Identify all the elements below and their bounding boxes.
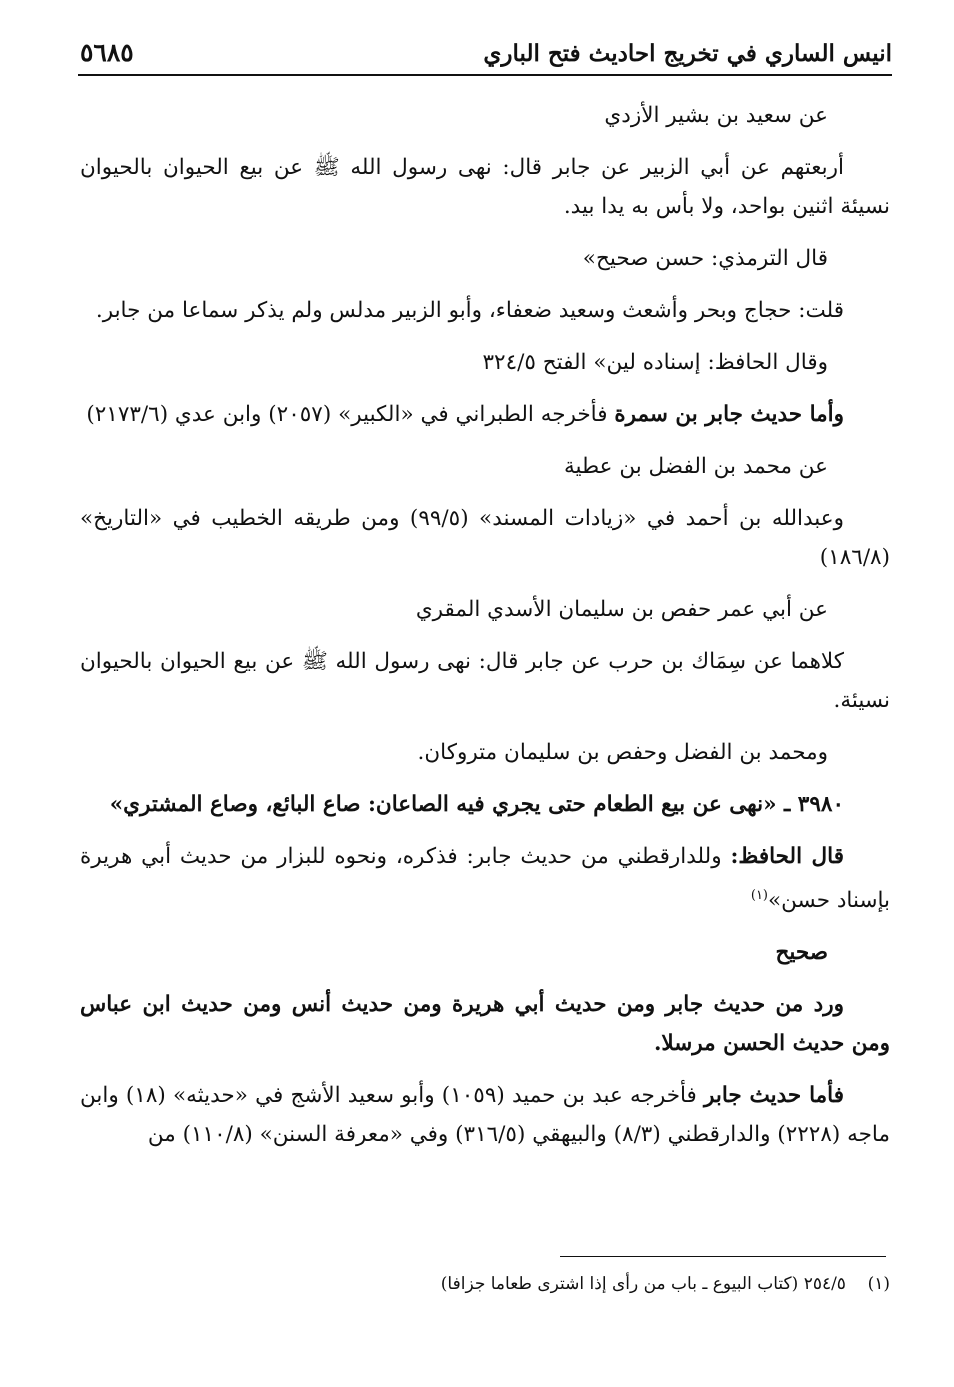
book-title: انيس الساري في تخريج احاديث فتح الباري xyxy=(483,40,892,67)
footnote xyxy=(80,1270,890,1298)
hafiz-lead: قال الحافظ: xyxy=(730,844,844,869)
paragraph: كلاهما عن سِمَاك بن حرب عن جابر قال: نهى رسول الله ﷺ عن بيع الحيوان بالحيوان نسيئة. xyxy=(80,649,890,713)
paragraph-lead: وأما حديث جابر بن سمرة xyxy=(614,402,844,427)
paragraph-text: فأخرجه عبد بن حميد (١٠٥٩) وأبو سعيد الأشج في «حديثه» (١٨) وابن ماجه (٢٢٢٨) والدارقطني (٨/٣) والبيهقي (٣١٦/٥) وفي «معرفة السنن» (١١٠/٨) من xyxy=(80,1083,890,1148)
page-header xyxy=(78,38,892,76)
paragraph: أربعتهم عن أبي الزبير عن جابر قال: نهى رسول الله ﷺ عن بيع الحيوان بالحيوان نسيئة اثنين بواحد، ولا بأس به يدا بيد. xyxy=(80,155,890,219)
paragraph: عن أبي عمر حفص بن سليمان الأسدي المقري xyxy=(415,597,828,622)
paragraph-jabir-bin-samura xyxy=(80,395,890,434)
paragraph-text: فأخرجه الطبراني في «الكبير» (٢٠٥٧) وابن عدي (٢١٧٣/٦) xyxy=(86,402,615,427)
paragraph: ومحمد بن الفضل وحفص بن سليمان متروكان. xyxy=(417,740,828,765)
paragraph: عن محمد بن الفضل بن عطية xyxy=(564,454,828,479)
paragraph: قلت: حجاج وبحر وأشعث وسعيد ضعفاء، وأبو الزبير مدلس ولم يذكر سماعا من جابر. xyxy=(95,298,844,323)
narrations-summary: ورد من حديث جابر ومن حديث أبي هريرة ومن حديث أنس ومن حديث ابن عباس ومن حديث الحسن مرسلا. xyxy=(80,992,890,1057)
paragraph: وعبدالله بن أحمد في «زيادات المسند» (٩٩/٥) ومن طريقه الخطيب في «التاريخ» (١٨٦/٨) xyxy=(80,506,890,570)
hafiz-comment xyxy=(80,837,890,920)
paragraph: وقال الحافظ: إسناده لين» الفتح ٣٢٤/٥ xyxy=(482,350,828,375)
hafiz-text: وللدارقطني من حديث جابر: فذكره، ونحوه للبزار من حديث أبي هريرة بإسناد حسن» xyxy=(80,844,890,914)
footnote-separator xyxy=(560,1256,886,1257)
grade-label: صحيح xyxy=(775,940,828,966)
hadith-heading: ٣٩٨٠ ـ «نهى عن بيع الطعام حتى يجري فيه الصاعان: صاع البائع، وصاع المشتري» xyxy=(109,792,844,817)
paragraph: عن سعيد بن بشير الأزدي xyxy=(604,103,828,128)
paragraph-lead: فأما حديث جابر xyxy=(704,1083,844,1109)
footnote-reference: (١) xyxy=(750,888,768,903)
paragraph: قال الترمذي: حسن صحيح» xyxy=(582,246,828,271)
footnote-text: ٢٥٤/٥ (كتاب البيوع ـ باب من رأى إذا اشترى طعاما جزافا) xyxy=(440,1274,846,1294)
page-body xyxy=(80,96,890,1167)
paragraph-jabir xyxy=(80,1076,890,1154)
page-number: ٥٦٨٥ xyxy=(80,38,134,67)
footnote-marker: (١) xyxy=(867,1274,890,1294)
